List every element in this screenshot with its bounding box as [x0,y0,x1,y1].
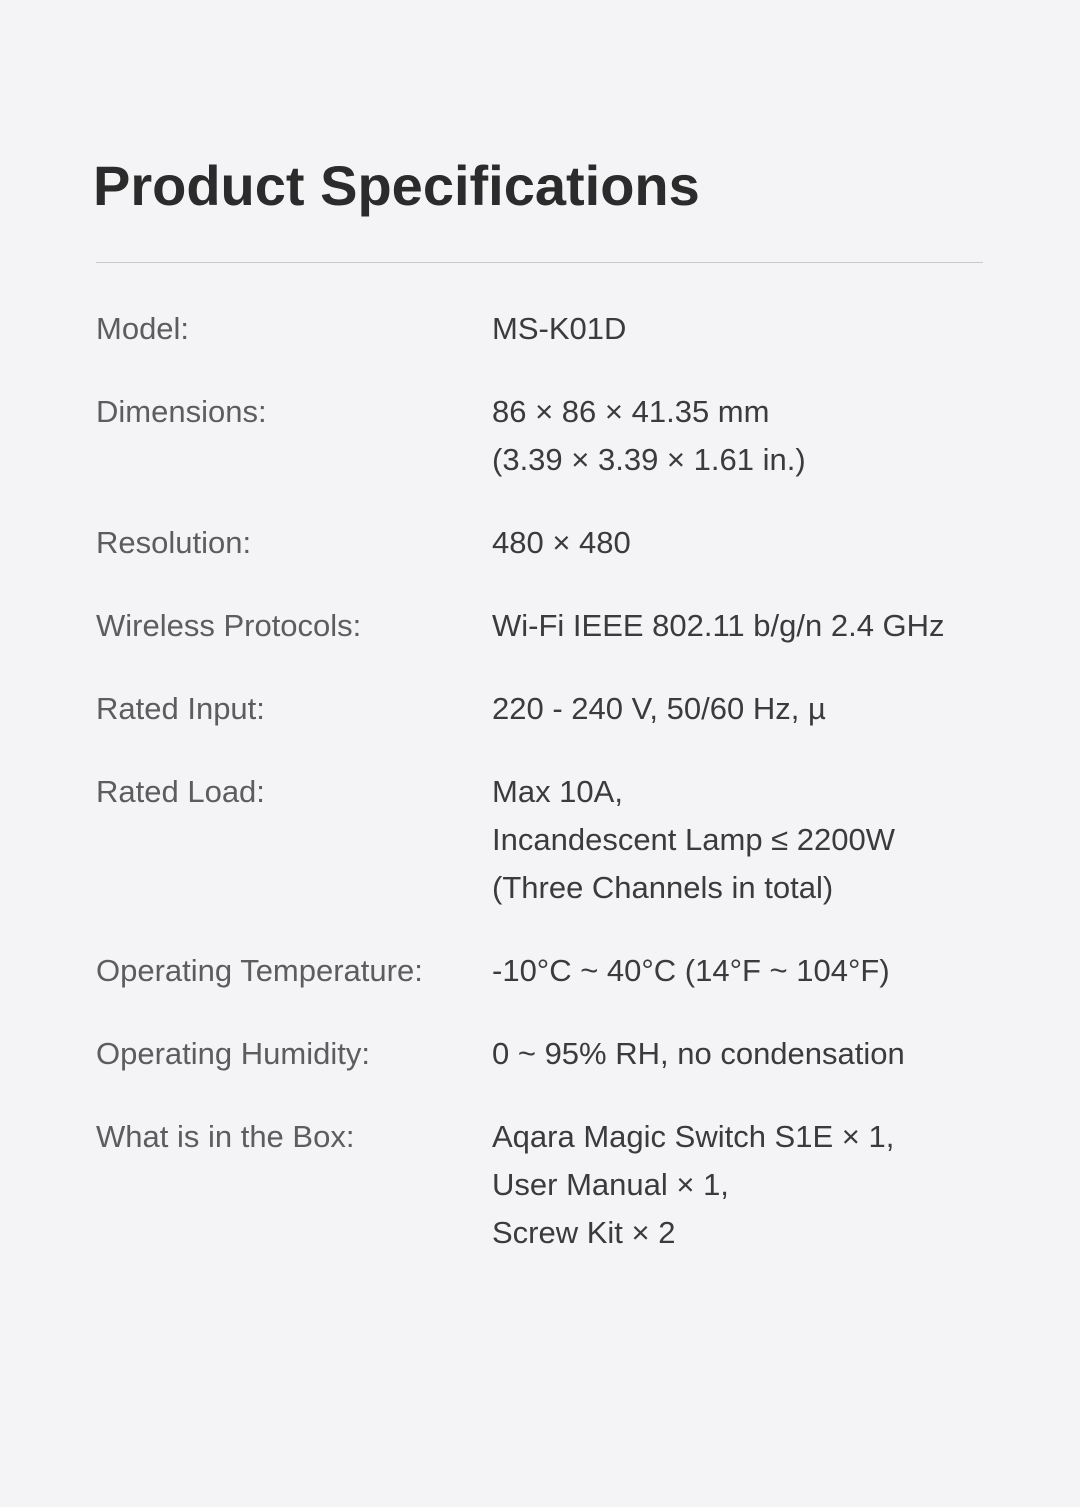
spec-label: Model: [96,311,190,346]
spec-row-box-contents [96,1113,986,1257]
spec-value-line: Aqara Magic Switch S1E × 1, [492,1119,895,1154]
spec-value-line: (Three Channels in total) [492,870,834,905]
spec-row-rated-input [96,685,986,733]
spec-row-rated-load [96,768,986,912]
spec-value [492,388,986,484]
spec-value-line: Max 10A, [492,774,623,809]
spec-row-model [96,305,986,353]
spec-table [96,305,986,1292]
title-divider [96,262,983,263]
spec-value [492,602,986,650]
spec-value-line: Wi-Fi IEEE 802.11 b/g/n 2.4 GHz [492,608,945,643]
spec-value-line: MS-K01D [492,311,627,346]
spec-value-line: 0 ~ 95% RH, no condensation [492,1036,905,1071]
spec-label: Rated Load: [96,774,265,809]
spec-value [492,1113,986,1257]
spec-label: Operating Temperature: [96,953,423,988]
spec-value-line: User Manual × 1, [492,1167,729,1202]
spec-value-line: 86 × 86 × 41.35 mm [492,394,770,429]
spec-value-line: 480 × 480 [492,525,631,560]
page-title: Product Specifications [93,154,700,217]
spec-value-line: -10°C ~ 40°C (14°F ~ 104°F) [492,953,890,988]
spec-value-line: 220 - 240 V, 50/60 Hz, µ [492,691,826,726]
spec-value-line: Screw Kit × 2 [492,1215,676,1250]
spec-label: Dimensions: [96,394,267,429]
spec-label: Rated Input: [96,691,265,726]
spec-label: Wireless Protocols: [96,608,362,643]
spec-value [492,305,986,353]
spec-value [492,947,986,995]
spec-row-dimensions [96,388,986,484]
spec-value [492,685,986,733]
spec-value-line: Incandescent Lamp ≤ 2200W [492,822,896,857]
spec-value [492,1030,986,1078]
spec-value-line: (3.39 × 3.39 × 1.61 in.) [492,442,806,477]
spec-row-operating-temperature [96,947,986,995]
spec-row-operating-humidity [96,1030,986,1078]
spec-label: Resolution: [96,525,252,560]
spec-label: What is in the Box: [96,1119,355,1154]
spec-value [492,519,986,567]
spec-value [492,768,986,912]
spec-row-resolution [96,519,986,567]
spec-label: Operating Humidity: [96,1036,370,1071]
spec-row-wireless-protocols [96,602,986,650]
